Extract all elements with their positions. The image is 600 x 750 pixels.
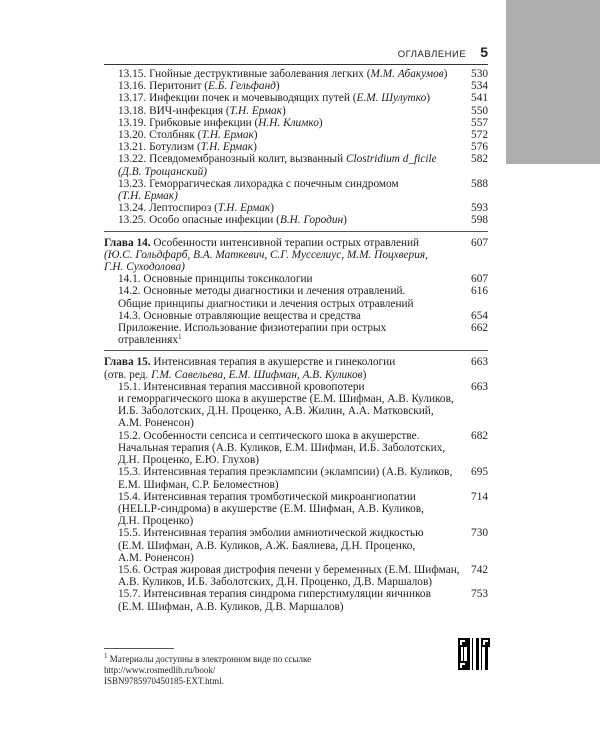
entry-page: 695 [471, 466, 488, 479]
entry-page: 682 [471, 429, 488, 442]
entry-page: 582 [471, 153, 488, 166]
entry-authors: Н.Н. Климко [258, 116, 319, 129]
entry-text: 14.1. Основные принципы токсикологии [118, 273, 313, 286]
entry-text: 15.6. Острая жировая дистрофия печени у беременных (Е.М. Шифман, [118, 563, 460, 576]
chapter-divider [104, 350, 488, 351]
header-divider [104, 64, 488, 65]
toc-entry[interactable] [104, 381, 488, 430]
entry-text: 15.1. Интенсивная терапия массивной кровопотери [118, 380, 365, 393]
entry-text: 13.16. Перитонит ( [118, 80, 208, 93]
entry-text: 13.22. Псевдомембранозный колит, вызванный [118, 153, 346, 166]
entry-text-end: ) [282, 104, 286, 117]
entry-text-wrap [118, 322, 462, 346]
entry-text-end: ) [253, 141, 257, 154]
entry-italic-text: Clostridium d_ficile [345, 153, 437, 166]
chapter-authors: Г.Н. Суходолова) [104, 261, 185, 274]
entry-authors: В.Н. Городин [279, 214, 344, 227]
entry-text-wrap [118, 68, 462, 80]
entry-authors: (Т.Н. Ермак) [118, 190, 178, 203]
toc-entry[interactable] [104, 527, 488, 564]
chapter-14[interactable] [104, 237, 488, 347]
entry-page: 593 [471, 202, 488, 215]
entry-text: 13.18. ВИЧ-инфекция ( [118, 104, 230, 117]
entry-text-wrap [118, 310, 462, 322]
footnote-line: ISBN9785970450185-EXT.html. [104, 676, 224, 686]
toc-entry[interactable] [104, 564, 488, 588]
entry-text: (Е.М. Шифман, А.В. Куликов, Д.В. Маршалов) [118, 600, 344, 613]
entry-text: 13.17. Инфекции почек и мочевыводящих путей ( [118, 92, 357, 105]
toc-entry[interactable] [104, 430, 488, 467]
toc-entry[interactable] [104, 322, 488, 346]
entry-text: 14.3. Основные отравляющие вещества и средства [118, 309, 361, 322]
entry-text-wrap [118, 527, 462, 564]
section-thumb-tab [506, 0, 600, 164]
entry-text-wrap [118, 381, 462, 430]
chapter-title: Интенсивная терапия в акушерстве и гинекологии [150, 356, 396, 369]
entry-text: Е.М. Шифман, С.Р. Беломестнов) [118, 478, 279, 491]
entry-text-wrap [118, 202, 462, 214]
entry-page: 572 [471, 129, 488, 142]
entry-text-wrap [118, 105, 462, 117]
toc-entry[interactable] [104, 117, 488, 129]
entry-authors: Е.М. Шулутко [356, 92, 427, 105]
entry-text: 13.23. Геморрагическая лихорадка с почечным синдромом [118, 177, 399, 190]
entry-text: 15.4. Интенсивная терапия тромботической микроангиопатии [118, 490, 416, 503]
entry-text: Д.Н. Проценко) [118, 515, 194, 528]
entry-text-wrap [118, 466, 462, 490]
toc-entry[interactable] [104, 141, 488, 153]
entry-text-end: ) [275, 80, 280, 93]
entry-page: 616 [471, 285, 488, 298]
toc-entry[interactable] [104, 466, 488, 490]
entry-text-wrap [118, 564, 462, 588]
footnote-divider [104, 648, 174, 649]
entry-page: 714 [471, 490, 488, 503]
toc-entry[interactable] [104, 202, 488, 214]
entry-authors: (Д.В. Трощанский) [118, 165, 208, 178]
entry-text: 13.24. Лептоспироз ( [118, 202, 218, 215]
toc-entry[interactable] [104, 310, 488, 322]
chapter-14-entries [104, 273, 488, 346]
toc-entry-13-23[interactable] [104, 178, 488, 202]
chapter-label: Глава 15. [104, 356, 151, 369]
entry-text: 13.25. Особо опасные инфекции ( [118, 214, 280, 227]
entry-page: 730 [471, 527, 488, 540]
toc-entry[interactable] [104, 285, 488, 309]
entry-page: 550 [471, 104, 488, 117]
entry-page: 530 [471, 68, 488, 80]
toc-entry[interactable] [104, 68, 488, 80]
entry-text: 15.7. Интенсивная терапия синдрома гиперстимуляции яичников [118, 588, 431, 601]
toc-entry[interactable] [104, 92, 488, 104]
entry-page: 557 [471, 116, 488, 129]
entry-text-wrap [118, 430, 462, 467]
toc-entry[interactable] [104, 588, 488, 612]
toc-entry[interactable] [104, 273, 488, 285]
running-header [0, 44, 488, 60]
chapter-label: Глава 14. [104, 236, 151, 249]
entry-page: 662 [471, 322, 488, 335]
entry-text: А.М. Роненсон) [118, 551, 194, 564]
entry-text: Начальная терапия (А.В. Куликов, Е.М. Шифман, И.Б. Заболотских, [118, 441, 446, 454]
entry-authors: М.М. Абакумов [370, 68, 444, 80]
entry-page: 753 [471, 588, 488, 601]
entry-page: 588 [471, 177, 488, 190]
toc-entry[interactable] [104, 129, 488, 141]
toc-entry[interactable] [104, 214, 488, 226]
entry-text-wrap [118, 117, 462, 129]
toc-entry[interactable] [104, 105, 488, 117]
chapter-authors-prefix: (отв. ред. [104, 368, 152, 381]
entry-page: 576 [471, 141, 488, 154]
chapter-authors-suffix: ) [362, 368, 367, 381]
entry-page: 607 [471, 273, 488, 286]
entry-text: 13.20. Столбняк ( [118, 129, 202, 142]
entry-text-end: ) [426, 92, 430, 105]
entry-text: и геморрагического шока в акушерстве (Е.М. Шифман, А.В. Куликов, [118, 393, 454, 406]
chapter-13-entries [104, 68, 488, 153]
chapter-page: 663 [471, 356, 488, 369]
footnote [104, 654, 404, 687]
entry-text-wrap [118, 141, 462, 153]
header-title: ОГЛАВЛЕНИЕ [397, 49, 467, 60]
entry-text-end: ) [318, 116, 323, 129]
entry-authors: Т.Н. Ермак [200, 141, 254, 154]
entry-authors: Т.Н. Ермак [229, 104, 282, 117]
entry-page: 742 [471, 563, 488, 576]
entry-authors: Т.Н. Ермак [217, 202, 271, 215]
table-of-contents [104, 68, 488, 613]
entry-text-wrap [118, 214, 462, 226]
entry-text: 14.2. Основные методы диагностики и лечения отравлений. [118, 285, 406, 298]
entry-page: 534 [471, 80, 488, 93]
entry-text-end: ) [443, 68, 448, 80]
qr-code-icon[interactable] [458, 638, 490, 670]
toc-entry-13-22[interactable] [104, 153, 488, 177]
entry-text: Приложение. Использование физиотерапии при острых [118, 322, 387, 335]
entry-text-end: ) [270, 202, 274, 215]
entry-text: И.Б. Заболотских, Д.Н. Проценко, А.В. Жилин, А.А. Матковский, [118, 405, 434, 418]
entry-text-end: ) [253, 129, 258, 142]
toc-entry[interactable] [104, 80, 488, 92]
entry-text-end: ) [343, 214, 347, 227]
chapter-title: Особенности интенсивной терапии острых отравлений [150, 236, 420, 249]
entry-text: А.В. Куликов, И.Б. Заболотских, Д.Н. Проценко, Д.В. Маршалов) [118, 576, 433, 589]
footnote-mark: 1 [104, 652, 108, 660]
entry-text: 13.15. Гнойные деструктивные заболевания легких ( [118, 68, 371, 80]
chapter-divider [104, 231, 488, 232]
entry-text: А.М. Роненсон) [118, 417, 194, 430]
toc-entry[interactable] [104, 491, 488, 528]
footnote-line: Материалы доступны в электронном виде по ссылке http://www.rosmedlib.ru/book/ [104, 654, 312, 675]
entry-page: 541 [471, 92, 488, 105]
entry-page: 654 [471, 309, 488, 322]
entry-text: 13.19. Грибковые инфекции ( [118, 116, 259, 129]
entry-text-wrap [118, 285, 462, 309]
entry-text-wrap [118, 588, 462, 612]
chapter-13-tail-entries [104, 202, 488, 226]
entry-page: 598 [471, 214, 488, 227]
entry-text-wrap [118, 80, 462, 92]
entry-text-wrap [118, 92, 462, 104]
entry-authors: Е.Б. Гельфанд [207, 80, 276, 93]
footnote-ref[interactable]: 1 [178, 333, 182, 342]
entry-text: отравлениях [118, 334, 179, 347]
entry-authors: Т.Н. Ермак [201, 129, 254, 142]
chapter-15-entries [104, 381, 488, 613]
entry-text-wrap [118, 491, 462, 528]
entry-text: 15.3. Интенсивная терапия преэклампсии (эклампсии) (А.В. Куликов, [118, 466, 453, 479]
entry-text: 13.21. Ботулизм ( [118, 141, 201, 154]
entry-text: Д.Н. Проценко, Е.Ю. Глухов) [118, 454, 260, 467]
entry-text: Общие принципы диагностики и лечения острых отравлений [118, 297, 414, 310]
chapter-15[interactable] [104, 356, 488, 612]
entry-text: 15.2. Особенности сепсиса и септического шока в акушерстве. [118, 429, 420, 442]
entry-text-wrap [118, 273, 462, 285]
chapter-page: 607 [471, 236, 488, 249]
entry-text-wrap [118, 129, 462, 141]
entry-text: (HELLP-синдрома) в акушерстве (Е.М. Шифман, А.В. Куликов, [118, 502, 424, 515]
entry-text: 15.5. Интенсивная терапия эмболии амниотической жидкостью [118, 527, 424, 540]
page-number: 5 [480, 44, 488, 60]
entry-page: 663 [471, 380, 488, 393]
chapter-authors: (Ю.С. Гольдфарб, В.А. Маткевич, С.Г. Мусселиус, М.М. Поцхверия, [104, 248, 428, 261]
chapter-authors: Г.М. Савельева, Е.М. Шифман, А.В. Куликов [151, 368, 363, 381]
entry-text: (Е.М. Шифман, А.В. Куликов, А.Ж. Баялиева, Д.Н. Проценко, [118, 539, 416, 552]
